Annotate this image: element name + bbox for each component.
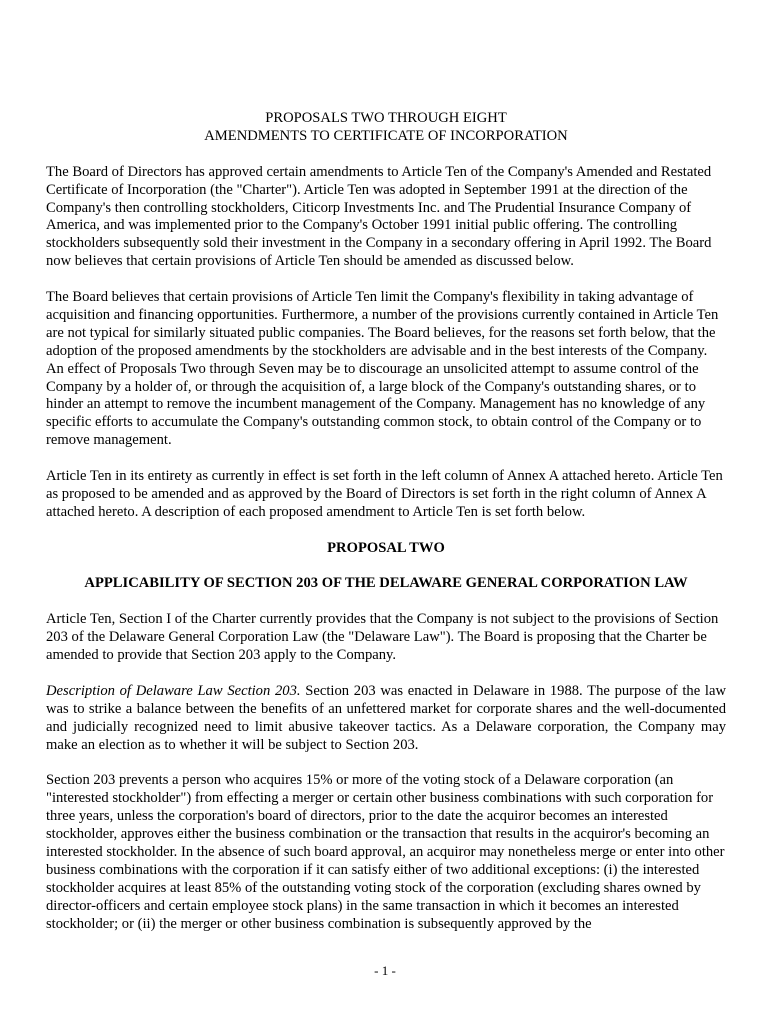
page-number: - 1 - <box>374 963 396 978</box>
title-line-1: PROPOSALS TWO THROUGH EIGHT <box>265 110 507 126</box>
section-heading: APPLICABILITY OF SECTION 203 OF THE DELAWARE GENERAL CORPORATION LAW <box>84 575 688 592</box>
paragraph-section-203-intro: Article Ten, Section I of the Charter currently provides that the Company is not subject to the provisions of Section 203 of the Delaware General Corporation Law (the "Delaware Law"). The Board is proposing that the Charter be amended to provide that Section 203 apply to the Company. <box>46 611 719 664</box>
proposal-heading: PROPOSAL TWO <box>327 539 445 556</box>
paragraph-board-approval: The Board of Directors has approved certain amendments to Article Ten of the Company's Amended and Restated Certificate of Incorporation (the "Charter"). Article Ten was adopted in September 1991 at the direction of the Company's then controlling stockholders, Citicorp Investments Inc. and The Prudential Insurance Company of America, and was implemented prior to the Company's October 1991 initial public offering. The controlling stockholders subsequently sold their investment in the Company in a secondary offering in April 1992. The Board now believes that certain provisions of Article Ten should be amended as discussed below. <box>46 163 712 270</box>
paragraph-section-203-details: Section 203 prevents a person who acquires 15% or more of the voting stock of a Delaware corporation (an "interested stockholder") from effecting a merger or certain other business combinations with such corporation for three years, unless the corporation's board of directors, prior to the date the acquiror becomes an interested stockholder, approves either the business combination or the transaction that results in the acquiror's becoming an interested stockholder. In the absence of such board approval, an acquiror may nonetheless merge or enter into other business combinations with the corporation if it can satisfy either of two additional exceptions: (i) the interested stockholder acquires at least 85% of the outstanding voting stock of the corporation (excluding shares owned by director-officers and certain employee stock plans) in the same transaction in which it becomes an interested stockholder; or (ii) the merger or other business combination is subsequently approved by the <box>46 772 725 932</box>
document-page <box>46 110 726 951</box>
description-lead: Description of Delaware Law Section 203. <box>46 682 301 699</box>
description-body: Section 203 was enacted in Delaware in 1988. The purpose of the law was to strike a balance between the benefits of an unfettered market for corporate shares and the well-documented and judicially recognized need to limit abusive takeover tactics. As a Delaware corporation, the Company may make an election as to whether it will be subject to Section 203. <box>46 682 727 753</box>
paragraph-annex-a: Article Ten in its entirety as currently in effect is set forth in the left column of Annex A attached hereto. Article Ten as proposed to be amended and as approved by the Board of Directors is set forth in the right column of Annex A attached hereto. A description of each proposed amendment to Article Ten is set forth below. <box>46 468 723 520</box>
paragraph-board-beliefs: The Board believes that certain provisions of Article Ten limit the Company's flexibility in taking advantage of acquisition and financing opportunities. Furthermore, a number of the provisions currently contained in Article Ten are not typical for similarly situated public companies. The Board believes, for the reasons set forth below, that the adoption of the proposed amendments by the stockholders are advisable and in the best interests of the Company. An effect of Proposals Two through Seven may be to discourage an unsolicited attempt to assume control of the Company by a holder of, or through the acquisition of, a large block of the Company's outstanding shares, or to hinder an attempt to remove the incumbent management of the Company. Management has no knowledge of any specific efforts to accumulate the Company's outstanding common stock, to obtain control of the Company or to remove management. <box>46 289 719 449</box>
document-title <box>46 110 726 146</box>
title-line-2: AMENDMENTS TO CERTIFICATE OF INCORPORATION <box>204 127 568 144</box>
paragraph-description-203 <box>46 683 726 755</box>
